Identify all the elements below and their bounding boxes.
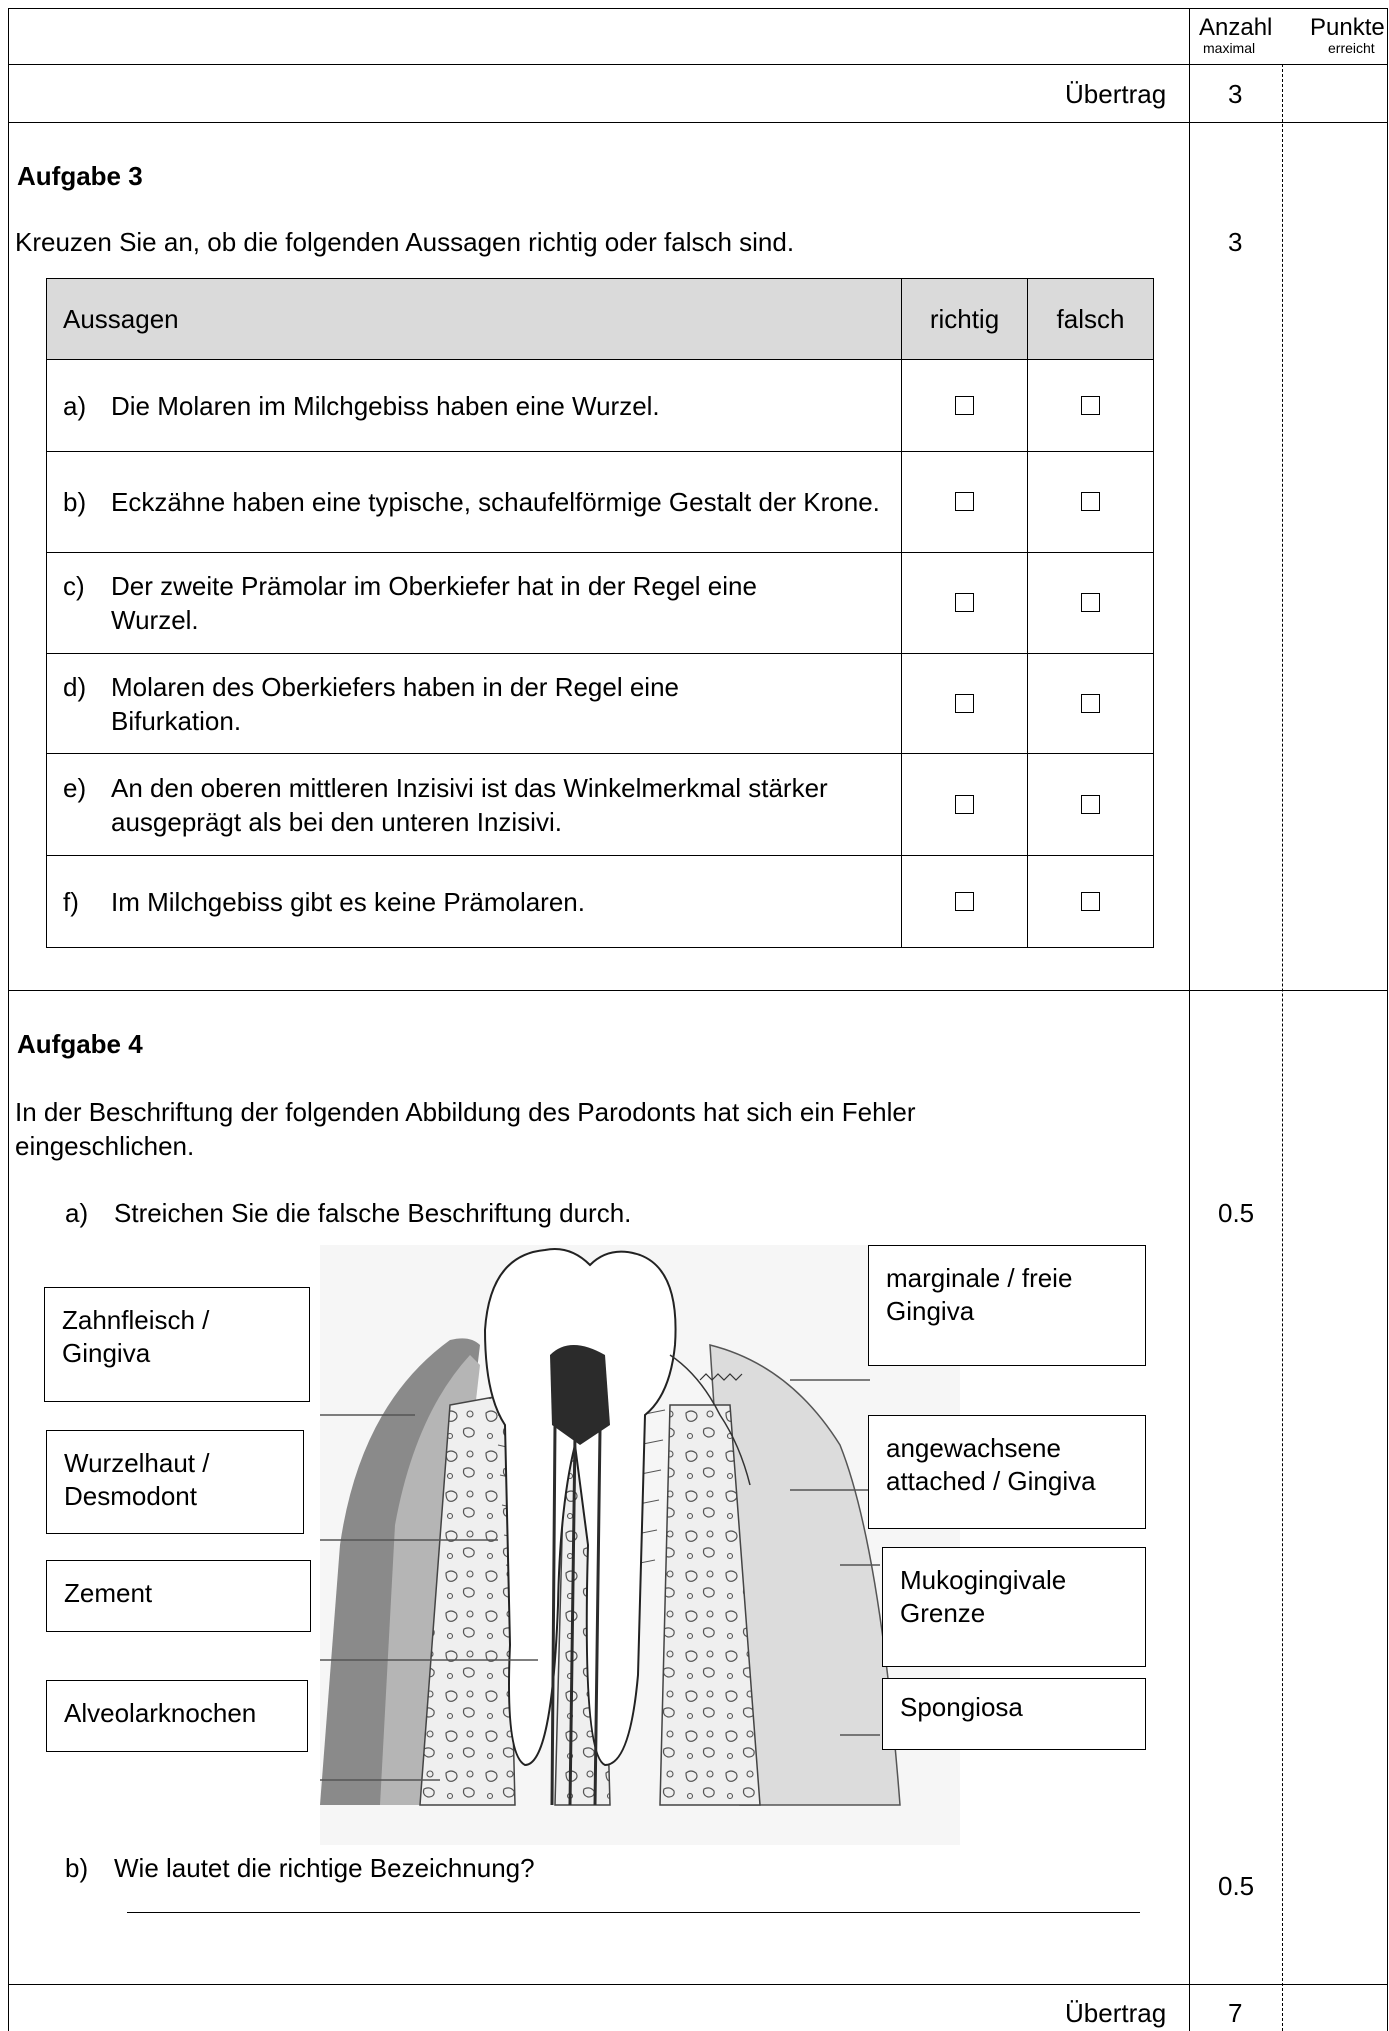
checkbox-falsch-b[interactable] xyxy=(1081,492,1100,511)
row-statement: Der zweite Prämolar im Oberkiefer hat in der Regel eine Wurzel. xyxy=(111,571,757,635)
checkbox-richtig-f[interactable] xyxy=(955,892,974,911)
label-zahnfleisch-line2: Gingiva xyxy=(62,1338,151,1368)
checkbox-falsch-f[interactable] xyxy=(1081,892,1100,911)
checkbox-richtig-e[interactable] xyxy=(955,795,974,814)
row-letter: b) xyxy=(63,487,87,517)
label-zahnfleisch-line1: Zahnfleisch / xyxy=(62,1305,210,1335)
frame-task3-bottom xyxy=(8,990,1388,991)
label-angewachsene-line2: attached / Gingiva xyxy=(886,1466,1096,1496)
part-a-letter: a) xyxy=(65,1198,89,1228)
header-erreicht: erreicht xyxy=(1328,40,1375,56)
row-statement: Im Milchgebiss gibt es keine Prämolaren. xyxy=(111,886,585,917)
header-punkte: Punkte xyxy=(1310,14,1385,41)
frame-points-divider xyxy=(1282,64,1283,2031)
row-letter: a) xyxy=(63,390,87,421)
table-row xyxy=(47,452,1154,553)
part-a-text: Streichen Sie die falsche Beschriftung durch. xyxy=(114,1198,632,1228)
carry-top-points: 3 xyxy=(1228,79,1243,109)
part-b-letter: b) xyxy=(65,1853,89,1883)
label-angewachsene-gingiva[interactable] xyxy=(868,1415,1146,1529)
part-b-text: Wie lautet die richtige Bezeichnung? xyxy=(114,1853,535,1883)
row-statement: Eckzähne haben eine typische, schaufelförmige Gestalt der Krone. xyxy=(111,487,880,517)
header-maximal: maximal xyxy=(1203,40,1256,56)
header-anzahl: Anzahl xyxy=(1199,14,1273,41)
frame-points-left xyxy=(1189,8,1190,2031)
label-zahnfleisch[interactable] xyxy=(44,1287,310,1402)
task3-table xyxy=(46,278,1154,948)
carry-bottom-points: 7 xyxy=(1228,1998,1243,2028)
label-angewachsene-line1: angewachsene xyxy=(886,1433,1061,1463)
periodontium-illustration xyxy=(320,1245,960,1845)
label-spongiosa-line1: Spongiosa xyxy=(900,1692,1023,1722)
row-letter: d) xyxy=(63,671,87,702)
frame-top xyxy=(8,8,1388,9)
task4-intro-line1: In der Beschriftung der folgenden Abbildung des Parodonts hat sich ein Fehler xyxy=(15,1097,916,1127)
checkbox-richtig-a[interactable] xyxy=(955,396,974,415)
task3-table-header xyxy=(47,279,1154,360)
row-letter: e) xyxy=(63,772,87,803)
label-wurzelhaut[interactable] xyxy=(46,1430,304,1534)
task3-instruction: Kreuzen Sie an, ob die folgenden Aussagen richtig oder falsch sind. xyxy=(15,227,795,257)
header-false: falsch xyxy=(1028,279,1154,360)
checkbox-falsch-a[interactable] xyxy=(1081,396,1100,415)
header-statements: Aussagen xyxy=(47,279,902,360)
checkbox-richtig-c[interactable] xyxy=(955,593,974,612)
carry-bottom-label: Übertrag xyxy=(1065,1998,1167,2028)
table-row xyxy=(47,654,1154,754)
row-letter: f) xyxy=(63,886,79,917)
checkbox-richtig-d[interactable] xyxy=(955,694,974,713)
label-alveolarknochen[interactable] xyxy=(46,1680,308,1752)
checkbox-falsch-c[interactable] xyxy=(1081,593,1100,612)
frame-header-bottom xyxy=(8,64,1388,65)
frame-carry-bottom xyxy=(8,122,1388,123)
task3-title: Aufgabe 3 xyxy=(17,161,143,191)
label-spongiosa[interactable] xyxy=(882,1678,1146,1750)
label-mukogingivale-line1: Mukogingivale xyxy=(900,1565,1067,1595)
frame-task4-bottom xyxy=(8,1984,1388,1985)
checkbox-falsch-d[interactable] xyxy=(1081,694,1100,713)
label-alveolarknochen-line1: Alveolarknochen xyxy=(64,1698,257,1728)
table-row xyxy=(47,856,1154,948)
label-zement-line1: Zement xyxy=(64,1578,153,1608)
task4-title: Aufgabe 4 xyxy=(17,1029,143,1059)
tooth-pulp xyxy=(550,1345,610,1445)
label-wurzelhaut-line2: Desmodont xyxy=(64,1481,197,1511)
label-zement[interactable] xyxy=(46,1560,311,1632)
answer-line[interactable] xyxy=(127,1912,1140,1913)
label-marginale-line2: Gingiva xyxy=(886,1296,975,1326)
part-b-points: 0.5 xyxy=(1218,1871,1255,1901)
header-true: richtig xyxy=(902,279,1028,360)
row-statement: An den oberen mittleren Inzisivi ist das Winkelmerkmal stärker ausgeprägt als bei den unteren Inzisivi. xyxy=(111,772,828,837)
label-mukogingivale-grenze[interactable] xyxy=(882,1547,1146,1667)
table-row xyxy=(47,553,1154,654)
frame-left xyxy=(8,8,9,2031)
label-wurzelhaut-line1: Wurzelhaut / xyxy=(64,1448,210,1478)
checkbox-falsch-e[interactable] xyxy=(1081,795,1100,814)
table-row xyxy=(47,360,1154,452)
row-letter: c) xyxy=(63,571,85,601)
part-a-points: 0.5 xyxy=(1218,1198,1255,1228)
label-mukogingivale-line2: Grenze xyxy=(900,1598,986,1628)
row-statement: Molaren des Oberkiefers haben in der Regel eine Bifurkation. xyxy=(111,671,680,736)
label-marginale-line1: marginale / freie xyxy=(886,1263,1073,1293)
label-marginale-gingiva[interactable] xyxy=(868,1245,1146,1366)
carry-top-label: Übertrag xyxy=(1065,79,1167,109)
checkbox-richtig-b[interactable] xyxy=(955,492,974,511)
row-statement: Die Molaren im Milchgebiss haben eine Wurzel. xyxy=(111,390,660,421)
task4-intro-line2: eingeschlichen. xyxy=(15,1131,195,1161)
frame-right xyxy=(1387,8,1388,2031)
task3-points: 3 xyxy=(1228,227,1243,257)
table-row xyxy=(47,754,1154,856)
